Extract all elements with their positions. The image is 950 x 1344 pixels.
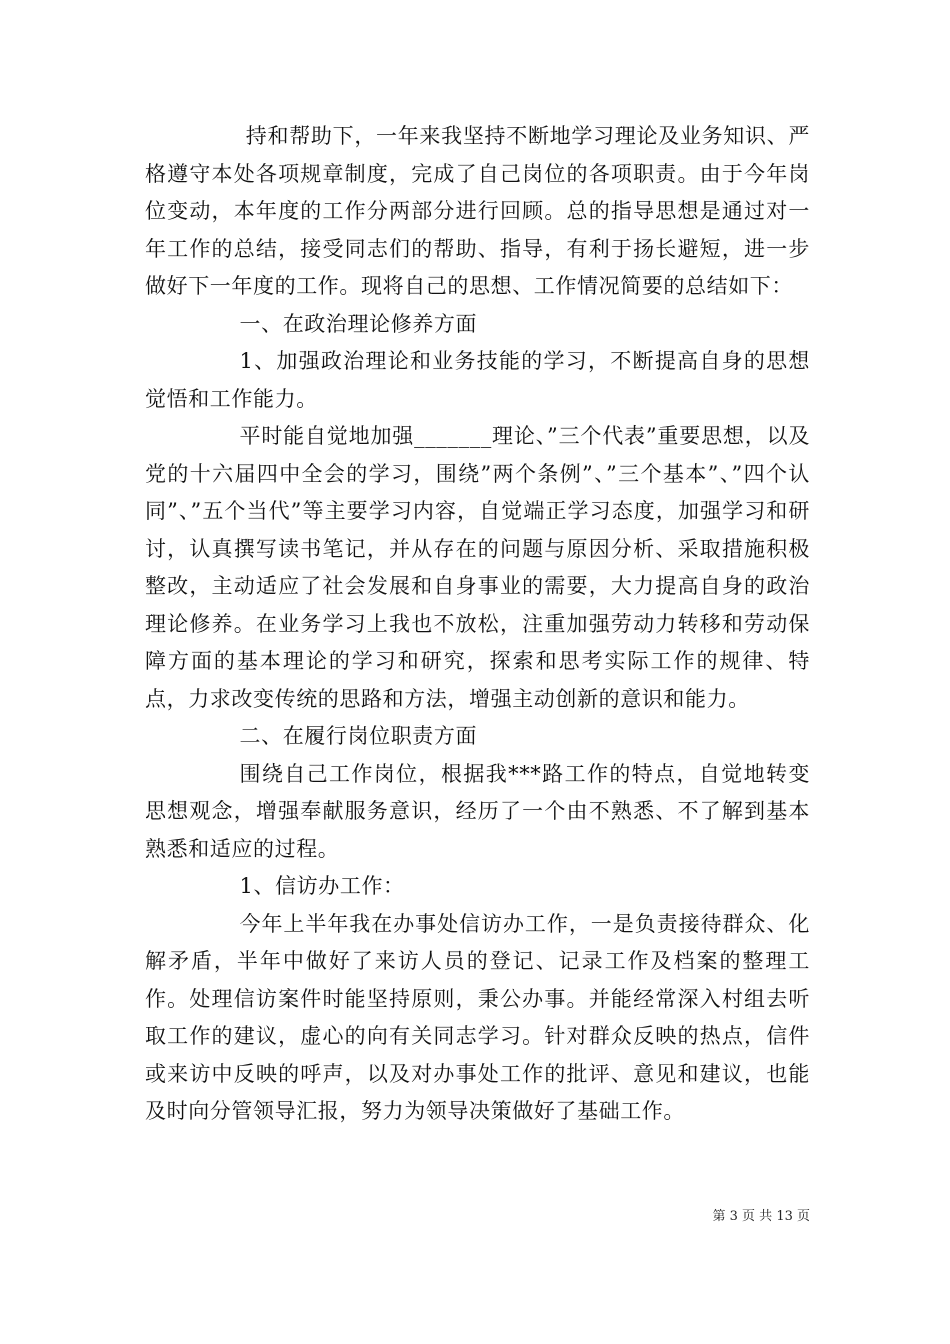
- document-body: [145, 118, 810, 1131]
- heading-political-theory: 一、在政治理论修养方面: [239, 311, 478, 336]
- paragraph-intro: 持和帮助下，一年来我坚持不断地学习理论及业务知识、严格遵守本处各项规章制度，完成了自己岗位的各项职责。由于今年岗位变动，本年度的工作分两部分进行回顾。总的指导思想是通过对一年工作的总结，接受同志们的帮助、指导，有利于扬长避短，进一步做好下一年度的工作。现将自己的思想、工作情况简要的总结如下：: [145, 124, 810, 298]
- page-number-footer: 第 3 页 共 13 页: [712, 1209, 810, 1224]
- subheading-petition-office: 1、信访办工作：: [239, 874, 405, 898]
- heading-job-duties: 二、在履行岗位职责方面: [239, 724, 478, 748]
- subheading-study: 1、加强政治理论和业务技能的学习，不断提高自身的思想觉悟和工作能力。: [145, 349, 810, 411]
- paragraph-job-duties: 围绕自己工作岗位，根据我***路工作的特点，自觉地转变思想观念，增强奉献服务意识，经历了一个由不熟悉、不了解到基本熟悉和适应的过程。: [145, 761, 810, 861]
- paragraph-study-detail: 平时能自觉地加强_______理论、”三个代表”重要思想，以及党的十六届四中全会的学习，围绕”两个条例”、”三个基本”、”四个认同”、”五个当代”等主要学习内容，自觉端正学习态度，加强学习和研讨，认真撰写读书笔记，并从存在的问题与原因分析、采取措施积极整改，主动适应了社会发展和自身事业的需要，大力提高自身的政治理论修养。在业务学习上我也不放松，注重加强劳动力转移和劳动保障方面的基本理论的学习和研究，探索和思考实际工作的规律、特点，力求改变传统的思路和方法，增强主动创新的意识和能力。: [145, 424, 810, 711]
- paragraph-petition-office: 今年上半年我在办事处信访办工作，一是负责接待群众、化解矛盾，半年中做好了来访人员的登记、记录工作及档案的整理工作。处理信访案件时能坚持原则，秉公办事。并能经常深入村组去听取工作的建议，虚心的向有关同志学习。针对群众反映的热点，信件或来访中反映的呼声，以及对办事处工作的批评、意见和建议，也能及时向分管领导汇报，努力为领导决策做好了基础工作。: [145, 911, 810, 1123]
